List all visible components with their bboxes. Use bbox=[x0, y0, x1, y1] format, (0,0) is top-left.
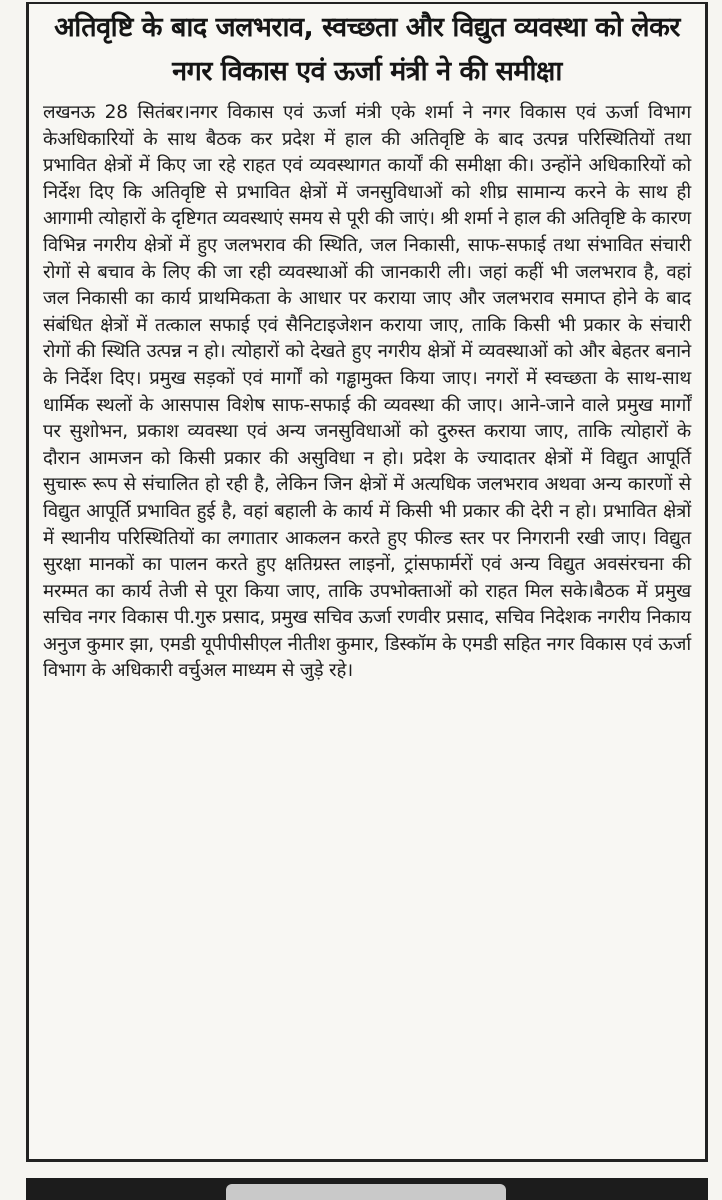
cropped-headline-fragment bbox=[226, 1184, 506, 1200]
article-box bbox=[26, 2, 708, 1162]
article-headline: अतिवृष्टि के बाद जलभराव, स्वच्छता और विद्युत व्यवस्था को लेकर नगर विकास एवं ऊर्जा मंत्री ने की समीक्षा bbox=[54, 12, 680, 87]
article-body: लखनऊ 28 सितंबर।नगर विकास एवं ऊर्जा मंत्री एके शर्मा ने नगर विकास एवं ऊर्जा विभाग केअधिकारियों के साथ बैठक कर प्रदेश में हाल की अतिवृष्टि के बाद उत्पन्न परिस्थितियों तथा प्रभावित क्षेत्रों में किए जा रहे राहत एवं व्यवस्थागत कार्यों की समीक्षा की। उन्होंने अधिकारियों को निर्देश दिए कि अतिवृष्टि से प्रभावित क्षेत्रों में जनसुविधाओं को शीघ्र सामान्य करने के साथ ही आगामी त्योहारों के दृष्टिगत व्यवस्थाएं समय से पूरी की जाएं। श्री शर्मा ने हाल की अतिवृष्टि के कारण विभिन्न नगरीय क्षेत्रों में हुए जलभराव की स्थिति, जल निकासी, साफ-सफाई तथा संभावित संचारी रोगों से बचाव के लिए की जा रही व्यवस्थाओं की जानकारी ली। जहां कहीं भी जलभराव है, वहां जल निकासी का कार्य प्राथमिकता के आधार पर कराया जाए और जलभराव समाप्त होने के बाद संबंधित क्षेत्रों में तत्काल सफाई एवं सैनिटाइजेशन कराया जाए, ताकि किसी भी प्रकार के संचारी रोगों की स्थिति उत्पन्न न हो। त्योहारों को देखते हुए नगरीय क्षेत्रों में व्यवस्थाओं को और बेहतर बनाने के निर्देश दिए। प्रमुख सड़कों एवं मार्गों को गड्ढामुक्त किया जाए। नगरों में स्वच्छता के साथ-साथ धार्मिक स्थलों के आसपास विशेष साफ-सफाई की व्यवस्था की जाए। आने-जाने वाले प्रमुख मार्गों पर सुशोभन, प्रकाश व्यवस्था एवं अन्य जनसुविधाओं को दुरुस्त कराया जाए, ताकि त्योहारों के दौरान आमजन को किसी प्रकार की असुविधा न हो। प्रदेश के ज्यादातर क्षेत्रों में विद्युत आपूर्ति सुचारू रूप से संचालित हो रही है, लेकिन जिन क्षेत्रों में अत्यधिक जलभराव अथवा अन्य कारणों से विद्युत आपूर्ति प्रभावित हुई है, वहां बहाली के कार्य में किसी भी प्रकार की देरी न हो। प्रभावित क्षेत्रों में स्थानीय परिस्थितियों का लगातार आकलन करते हुए फील्ड स्तर पर निगरानी रखी जाए। विद्युत सुरक्षा मानकों का पालन करते हुए क्षतिग्रस्त लाइनों, ट्रांसफार्मरों एवं अन्य विद्युत अवसंरचना की मरम्मत का कार्य तेजी से पूरा किया जाए, ताकि उपभोक्ताओं को राहत मिल सके।बैठक में प्रमुख सचिव नगर विकास पी.गुरु प्रसाद, प्रमुख सचिव ऊर्जा रणवीर प्रसाद, सचिव निदेशक नगरीय निकाय अनुज कुमार झा, एमडी यूपीपीसीएल नीतीश कुमार, डिस्कॉम के एमडी सहित नगर विकास एवं ऊर्जा विभाग के अधिकारी वर्चुअल माध्यम से जुड़े रहे। bbox=[43, 102, 691, 682]
next-article-header-band bbox=[26, 1178, 708, 1200]
